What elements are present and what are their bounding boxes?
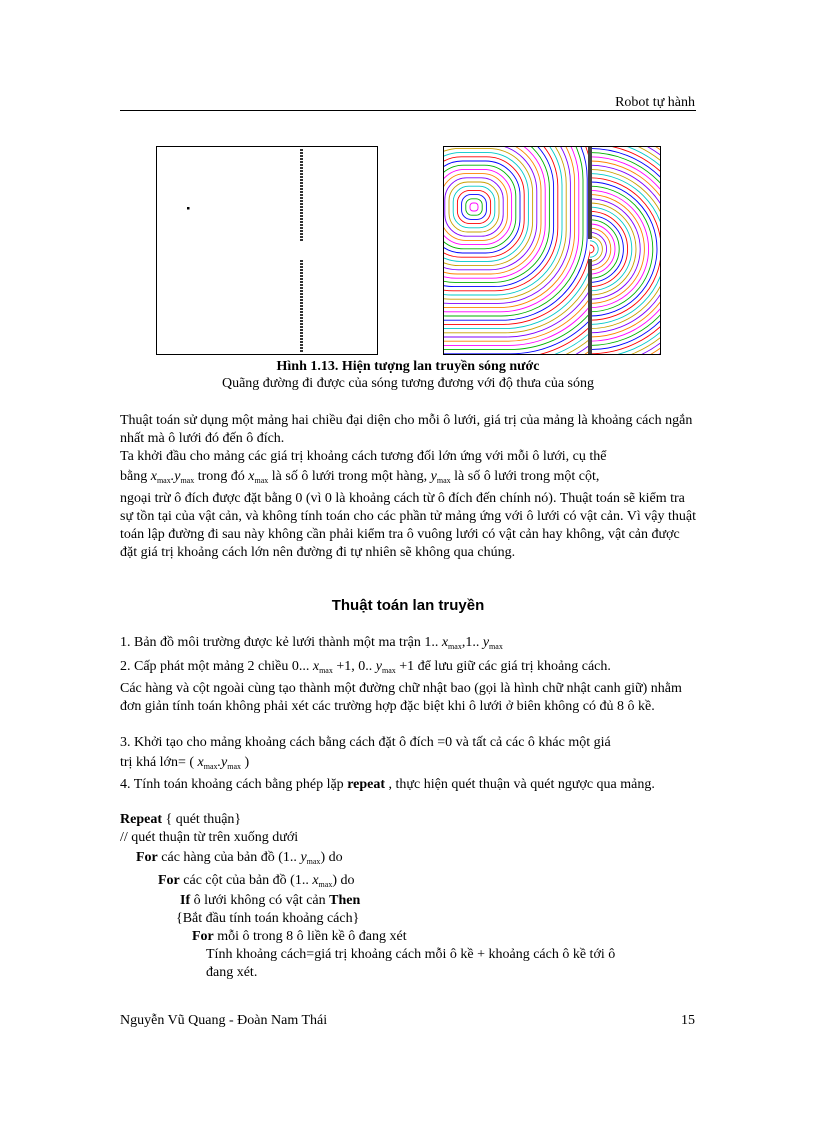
figure-wave-propagation — [443, 146, 661, 355]
target-cell — [187, 207, 190, 210]
figure-caption-subtitle: Quãng đường đi được của sóng tương đương với độ thưa của sóng — [221, 376, 595, 391]
wall-segment — [300, 152, 303, 154]
wall-segment — [300, 185, 303, 187]
wave-contour — [466, 199, 482, 215]
obstacle-map-graphic — [157, 147, 377, 354]
for-rows-line: For các hàng của bản đồ (1.. $y_{max}$) do — [136, 850, 343, 866]
wall-segment — [300, 281, 303, 283]
wall-segment — [300, 266, 303, 268]
obstacle-wall — [300, 149, 303, 352]
wall-segment — [300, 218, 303, 220]
wall-segment — [300, 161, 303, 163]
header-title: Robot tự hành — [615, 95, 695, 110]
wall-segment — [300, 290, 303, 292]
wave-contour — [470, 203, 478, 211]
wall-segment — [300, 149, 303, 151]
wall-segment — [300, 296, 303, 298]
intro-paragraph-2b: bằng $x_{max}.y_{max}$ trong đó $x_{max}$ là số ô lưới trong một hàng, $y_{max}$ là số ô lưới trong một cột, — [120, 469, 600, 485]
wall-segment — [300, 212, 303, 214]
wall-segment — [300, 164, 303, 166]
wall-segment — [300, 209, 303, 211]
header-rule — [120, 110, 696, 111]
wave-contours-graphic — [444, 147, 660, 354]
wall-segment — [300, 173, 303, 175]
wall-segment — [300, 176, 303, 178]
wall-segment — [300, 311, 303, 313]
wall-segment — [300, 194, 303, 196]
wave-contour — [457, 190, 490, 223]
wall-segment — [300, 272, 303, 274]
footer-authors: Nguyễn Vũ Quang - Đoàn Nam Thái — [120, 1013, 328, 1028]
wall-segment — [300, 200, 303, 202]
wall-segment — [300, 305, 303, 307]
wall-segment — [300, 260, 303, 262]
algorithm-title: Thuật toán lan truyền — [331, 597, 485, 614]
wall-segment — [300, 317, 303, 319]
wall-segment — [300, 206, 303, 208]
wall-segment — [300, 221, 303, 223]
wall-segment — [300, 269, 303, 271]
wave-contour — [453, 186, 495, 228]
step-4: 4. Tính toán khoảng cách bằng phép lặp repeat , thực hiện quét thuận và quét ngược qua mảng. — [120, 777, 655, 792]
if-line: If ô lưới không có vật cản Then — [180, 893, 361, 908]
diffracted-contour — [582, 241, 598, 257]
wall-segment — [300, 158, 303, 160]
wall-segment — [300, 332, 303, 334]
wall-segment — [300, 155, 303, 157]
step-3b: trị khá lớn= ( $x_{max}.y_{max}$ ) — [120, 755, 250, 771]
wall-segment — [300, 293, 303, 295]
wall-segment — [300, 344, 303, 346]
step-2-continued: Các hàng và cột ngoài cùng tạo thành một đường chữ nhật bao (gọi là hình chữ nhật canh giữ) nhằm đơn giản tính toán không phải xét các trường hợp đặc biệt khi ô lưới ở biên không có đủ 8 ô kề. — [120, 681, 682, 714]
wall-segment — [300, 326, 303, 328]
wall-segment — [300, 350, 303, 352]
wall-segment — [300, 341, 303, 343]
intro-paragraph-1: Thuật toán sử dụng một mảng hai chiều đại diện cho mỗi ô lưới, giá trị của mảng là khoảng cách ngắn nhất mà ô lưới đó đến ô đích. — [120, 413, 693, 446]
wall-segment — [300, 302, 303, 304]
figure-obstacle-map — [156, 146, 378, 355]
repeat-line: Repeat { quét thuận} — [120, 812, 242, 827]
step-2: 2. Cấp phát một mảng 2 chiều 0... $x_{max} +1$, 0.. $y_{max} +1$ để lưu giữ các giá trị khoảng cách. — [120, 659, 611, 675]
wave-contour — [444, 157, 524, 257]
wall-segment — [300, 308, 303, 310]
wave-wall — [588, 147, 592, 239]
wall-segment — [300, 197, 303, 199]
wall-segment — [300, 314, 303, 316]
wave-contour — [444, 147, 579, 312]
wall-segment — [300, 233, 303, 235]
footer-page-number: 15 — [681, 1013, 695, 1028]
wall-segment — [300, 347, 303, 349]
wave-contour — [449, 182, 499, 232]
wall-segment — [300, 299, 303, 301]
wall-segment — [300, 239, 303, 241]
wall-segment — [300, 338, 303, 340]
figure-caption-title: Hình 1.13. Hiện tượng lan truyền sóng nước — [276, 359, 540, 374]
wall-segment — [300, 182, 303, 184]
wall-segment — [300, 179, 303, 181]
wall-segment — [300, 320, 303, 322]
wall-segment — [300, 236, 303, 238]
wall-segment — [300, 335, 303, 337]
wall-segment — [300, 275, 303, 277]
wall-segment — [300, 263, 303, 265]
wall-segment — [300, 191, 303, 193]
wall-segment — [300, 329, 303, 331]
comment-line: // quét thuận từ trên xuống dưới — [120, 830, 299, 845]
wall-segment — [300, 287, 303, 289]
wall-segment — [300, 278, 303, 280]
wall-segment — [300, 167, 303, 169]
wall-segment — [300, 323, 303, 325]
calc-line-2: đang xét. — [206, 965, 258, 980]
wall-segment — [300, 227, 303, 229]
for-cols-line: For các cột của bản đồ (1.. $x_{max}$) do — [158, 873, 355, 889]
wall-segment — [300, 230, 303, 232]
step-1: 1. Bản đồ môi trường được kẻ lưới thành một ma trận 1.. $x_{max},1$.. $y_{max}$ — [120, 635, 503, 651]
intro-paragraph-2a: Ta khởi đầu cho mảng các giá trị khoảng cách tương đối lớn ứng với mỗi ô lưới, cụ thể — [120, 449, 607, 464]
wall-segment — [300, 224, 303, 226]
wave-contour — [462, 195, 487, 220]
step-3a: 3. Khởi tạo cho mảng khoảng cách bằng cách đặt ô đích =0 và tất cả các ô khác một giá — [120, 735, 611, 750]
wall-segment — [300, 203, 303, 205]
wall-segment — [300, 284, 303, 286]
wall-segment — [300, 170, 303, 172]
for-neighbors-line: For mỗi ô trong 8 ô liền kề ô đang xét — [192, 929, 407, 944]
intro-paragraph-2c: ngoại trừ ô đích được đặt bằng 0 (vì 0 là khoảng cách từ ô đích đến chính nó). Thuật toán sẽ kiểm tra sự tồn tại của vật cản, và không tính toán cho các phần tử mảng ứng với ô lưới có vật cản. Vì vậy thuật toán lập đường đi sau này không cần phải kiểm tra ô vuông lưới có vật cản hay không, vật cản được đặt giá trị khoảng cách lớn nên đường đi tự nhiên sẽ không qua chúng. — [120, 491, 696, 560]
wave-wall — [588, 259, 592, 354]
wall-segment — [300, 215, 303, 217]
begin-line: {Bắt đầu tính toán khoảng cách} — [176, 911, 360, 926]
calc-line-1: Tính khoảng cách=giá trị khoảng cách mỗi ô kề + khoảng cách ô kề tới ô — [206, 947, 616, 962]
wave-contour — [444, 147, 600, 333]
wall-segment — [300, 188, 303, 190]
